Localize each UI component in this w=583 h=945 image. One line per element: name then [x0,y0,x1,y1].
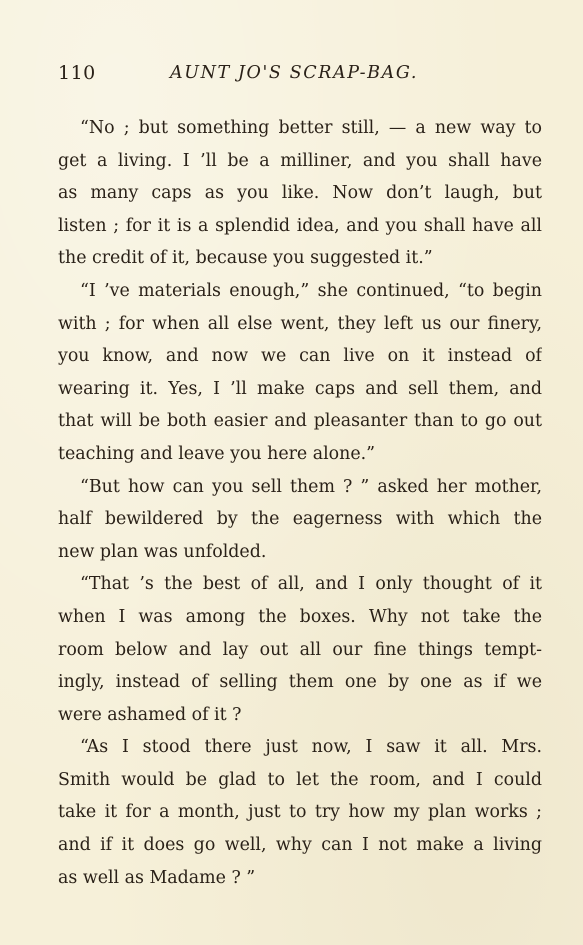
text-line: get a living. I ’ll be a milliner, and you shall have [58,150,542,171]
text-line: were ashamed of it ? [58,704,242,725]
text-line: “That ’s the best of all, and I only thought of it [80,574,542,595]
text-line: when I was among the boxes. Why not take the [58,606,542,627]
text-line: “I ’ve materials enough,” she continued, “to begin [80,280,542,301]
text-line: take it for a month, just to try how my plan works ; [58,802,542,823]
text-line: as well as Madame ? ” [58,867,256,888]
text-line: “No ; but something better still, — a new way to [80,118,542,138]
text-line: listen ; for it is a splendid idea, and you shall have all [58,215,542,236]
text-line: “As I stood there just now, I saw it all. Mrs. [80,737,542,758]
page-header [58,62,542,90]
text-line: teaching and leave you here alone.” [58,443,376,464]
text-line: that will be both easier and pleasanter than to go out [58,411,542,432]
text-line: you know, and now we can live on it instead of [58,346,542,367]
text-line: “But how can you sell them ? ” asked her mother, [80,476,542,497]
text-line: new plan was unfolded. [58,541,267,562]
text-line: room below and lay out all our fine things tempt- [58,639,542,660]
text-line: and if it does go well, why can I not make a living [58,835,542,856]
text-line: Smith would be glad to let the room, and I could [58,769,542,790]
running-title: AUNT JO'S SCRAP-BAG. [170,63,418,83]
body-text [58,112,542,894]
text-line: as many caps as you like. Now don’t laugh, but [58,183,542,204]
text-line: wearing it. Yes, I ’ll make caps and sell them, and [58,378,542,399]
text-line: with ; for when all else went, they left us our finery, [58,313,542,334]
text-line: half bewildered by the eagerness with which the [58,509,542,530]
text-line: the credit of it, because you suggested it.” [58,248,433,269]
text-line: ingly, instead of selling them one by one as if we [58,672,542,693]
page-number: 110 [58,62,96,84]
